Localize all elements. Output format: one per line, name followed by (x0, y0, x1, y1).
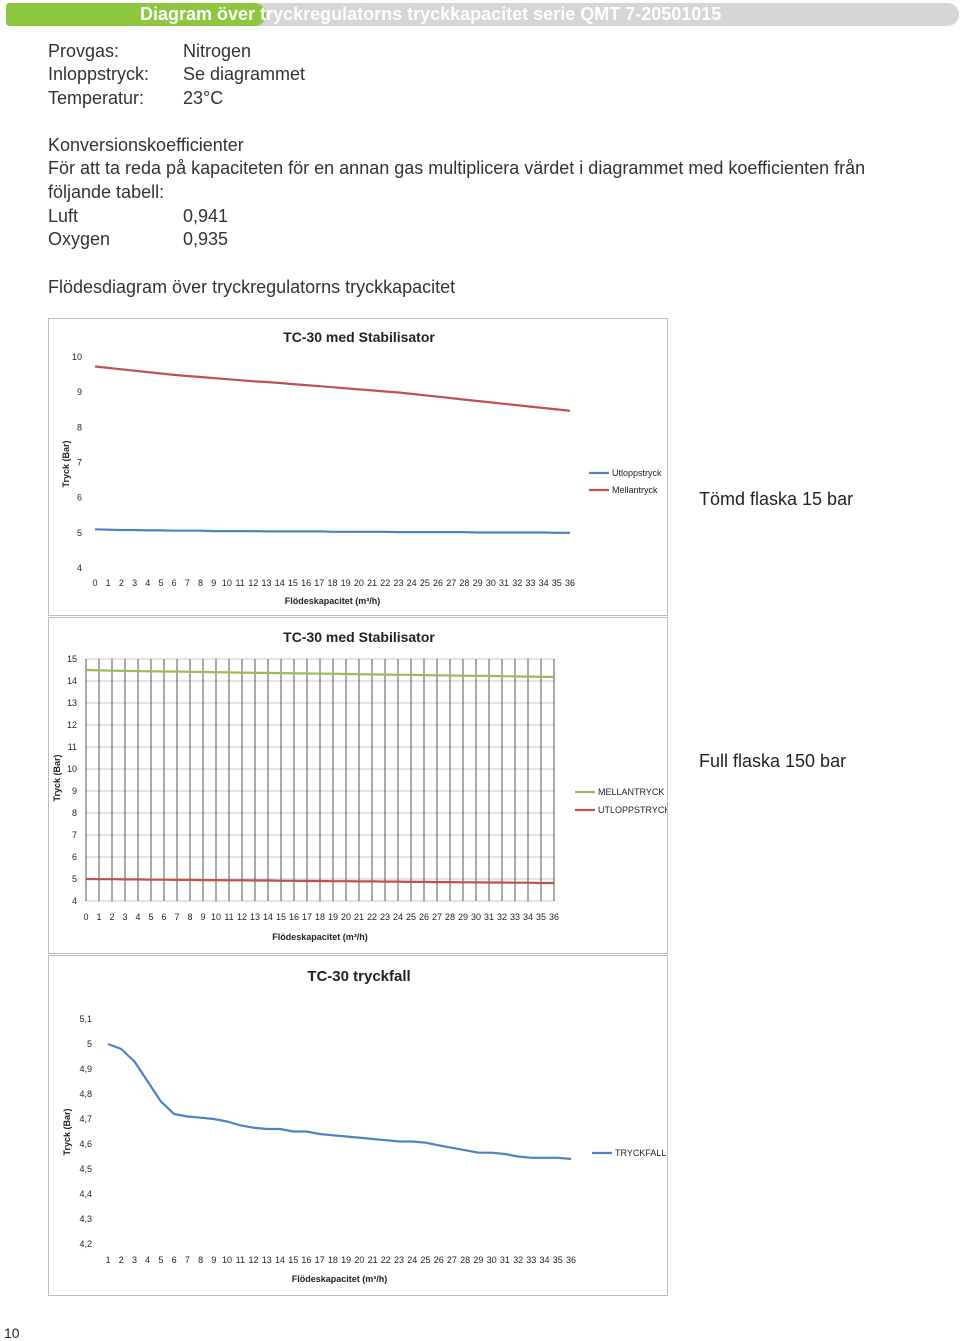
x-tick-label: 17 (314, 1255, 325, 1265)
x-tick-label: 2 (118, 578, 124, 588)
y-tick-label: 4,9 (79, 1064, 92, 1074)
x-tick-label: 15 (275, 912, 287, 922)
chart-title: TC-30 med Stabilisator (283, 629, 435, 645)
x-tick-label: 1 (105, 1255, 111, 1265)
x-tick-label: 30 (486, 1255, 497, 1265)
x-tick-label: 31 (483, 912, 495, 922)
conversion-gas-air: Luft (48, 206, 79, 226)
x-axis-title: Flödeskapacitet (m³/h) (291, 1274, 388, 1284)
legend-label: Mellantryck (612, 485, 658, 495)
y-tick-label: 5 (76, 527, 82, 538)
x-tick-label: 4 (145, 1255, 151, 1265)
x-tick-label: 7 (184, 578, 190, 588)
series-line-mellantryck (95, 367, 570, 411)
x-tick-label: 15 (288, 1255, 299, 1265)
x-tick-label: 17 (314, 578, 325, 588)
x-tick-label: 36 (564, 578, 576, 588)
chart-3 (49, 956, 667, 1295)
x-tick-label: 19 (340, 578, 351, 588)
chart-2 (49, 618, 667, 953)
x-tick-label: 20 (340, 912, 352, 922)
flow-diagram-heading: Flödesdiagram över tryckregulatorns tryckkapacitet (48, 277, 456, 297)
x-tick-label: 19 (341, 1255, 352, 1265)
x-tick-label: 0 (83, 912, 89, 922)
y-tick-label: 4,4 (79, 1189, 92, 1199)
x-tick-label: 26 (433, 1255, 444, 1265)
y-tick-label: 10 (66, 764, 77, 774)
x-tick-label: 23 (379, 912, 391, 922)
x-tick-label: 30 (485, 578, 496, 588)
x-tick-label: 4 (135, 912, 141, 922)
x-tick-label: 24 (406, 578, 417, 588)
x-axis-title: Flödeskapacitet (m³/h) (272, 932, 368, 942)
legend-label: MELLANTRYCK (598, 787, 665, 797)
x-tick-label: 2 (109, 912, 115, 922)
x-tick-label: 18 (327, 1255, 338, 1265)
x-tick-label: 8 (198, 1255, 204, 1265)
x-tick-label: 27 (446, 1255, 457, 1265)
x-tick-label: 29 (457, 912, 469, 922)
x-tick-label: 9 (211, 578, 217, 588)
x-tick-label: 6 (171, 578, 177, 588)
x-tick-label: 11 (235, 1255, 245, 1265)
x-tick-label: 33 (525, 578, 536, 588)
chart-panel-1 (48, 318, 668, 616)
x-tick-label: 28 (459, 578, 470, 588)
x-tick-label: 31 (499, 578, 510, 588)
x-tick-label: 26 (433, 578, 444, 588)
y-tick-label: 15 (66, 654, 77, 664)
y-tick-label: 4,6 (79, 1139, 92, 1149)
x-tick-label: 2 (118, 1255, 124, 1265)
x-tick-label: 18 (314, 912, 326, 922)
x-tick-label: 36 (565, 1255, 577, 1265)
chart-1 (49, 319, 667, 615)
x-tick-label: 19 (327, 912, 339, 922)
y-tick-label: 5,1 (79, 1014, 92, 1024)
chart-2-note: Full flaska 150 bar (699, 751, 847, 771)
y-tick-label: 8 (76, 422, 82, 433)
x-tick-label: 32 (512, 578, 523, 588)
condition-label-gas: Provgas: (48, 41, 120, 61)
y-tick-label: 10 (71, 352, 82, 362)
x-tick-label: 6 (161, 912, 167, 922)
x-tick-label: 3 (132, 578, 138, 588)
y-tick-label: 5 (71, 874, 77, 884)
y-tick-label: 14 (66, 676, 77, 686)
x-tick-label: 24 (392, 912, 404, 922)
condition-label-temp: Temperatur: (48, 88, 145, 108)
x-tick-label: 15 (287, 578, 298, 588)
y-tick-label: 4,3 (79, 1214, 92, 1224)
x-tick-label: 34 (538, 578, 549, 588)
x-tick-label: 8 (187, 912, 193, 922)
legend-label: UTLOPPSTRYCK (598, 805, 667, 815)
y-tick-label: 6 (76, 492, 82, 503)
chart-1-note: Tömd flaska 15 bar (699, 489, 854, 509)
x-tick-label: 27 (431, 912, 443, 922)
x-tick-label: 25 (419, 578, 430, 588)
conversion-factor-oxygen: 0,935 (183, 229, 229, 249)
legend-label: TRYCKFALL (615, 1148, 667, 1158)
x-tick-label: 17 (301, 912, 313, 922)
x-tick-label: 11 (235, 578, 245, 588)
y-tick-label: 7 (76, 457, 82, 468)
x-tick-label: 5 (158, 1255, 164, 1265)
x-tick-label: 27 (446, 578, 457, 588)
x-tick-label: 5 (148, 912, 154, 922)
x-tick-label: 12 (248, 1255, 259, 1265)
x-tick-label: 34 (539, 1255, 550, 1265)
x-tick-label: 29 (473, 1255, 484, 1265)
x-tick-label: 14 (274, 1255, 285, 1265)
x-tick-label: 33 (509, 912, 521, 922)
x-tick-label: 28 (460, 1255, 471, 1265)
x-tick-label: 22 (380, 1255, 391, 1265)
conversion-gas-oxygen: Oxygen (48, 229, 111, 249)
x-tick-label: 35 (535, 912, 547, 922)
x-tick-label: 34 (522, 912, 534, 922)
x-tick-label: 5 (158, 578, 164, 588)
x-tick-label: 11 (224, 912, 234, 922)
y-axis-title: Tryck (Bar) (61, 440, 71, 488)
x-tick-label: 16 (288, 912, 300, 922)
chart-panel-3 (48, 955, 668, 1296)
y-axis-title: Tryck (Bar) (52, 754, 62, 802)
x-tick-label: 28 (444, 912, 456, 922)
chart-panel-2 (48, 617, 668, 954)
x-tick-label: 13 (261, 578, 272, 588)
x-tick-label: 10 (221, 578, 232, 588)
y-tick-label: 4,2 (79, 1239, 92, 1249)
x-tick-label: 8 (198, 578, 204, 588)
y-tick-label: 13 (66, 698, 77, 708)
x-tick-label: 33 (526, 1255, 537, 1265)
y-tick-label: 5 (86, 1039, 92, 1049)
x-tick-label: 9 (211, 1255, 217, 1265)
x-tick-label: 1 (105, 578, 111, 588)
x-tick-label: 1 (96, 912, 102, 922)
x-tick-label: 20 (353, 578, 364, 588)
x-tick-label: 24 (407, 1255, 418, 1265)
x-tick-label: 3 (131, 1255, 137, 1265)
condition-value-temp: 23°C (183, 88, 224, 108)
x-tick-label: 21 (367, 1255, 378, 1265)
x-tick-label: 30 (470, 912, 482, 922)
y-tick-label: 4 (71, 896, 77, 906)
y-tick-label: 8 (71, 808, 77, 818)
x-tick-label: 16 (301, 1255, 312, 1265)
x-tick-label: 32 (496, 912, 508, 922)
x-tick-label: 21 (353, 912, 365, 922)
x-tick-label: 14 (262, 912, 274, 922)
conversion-factor-air: 0,941 (183, 206, 229, 226)
series-line-utloppstryck (95, 529, 570, 533)
x-tick-label: 35 (552, 1255, 563, 1265)
x-tick-label: 0 (92, 578, 98, 588)
page-number: 10 (4, 1325, 20, 1341)
condition-value-gas: Nitrogen (183, 41, 252, 61)
x-tick-label: 20 (354, 1255, 365, 1265)
legend-label: Utloppstryck (612, 468, 662, 478)
page-title: Diagram över tryckregulatorns tryckkapacitet serie QMT 7-20501015 (140, 4, 722, 24)
x-tick-label: 25 (420, 1255, 431, 1265)
x-tick-label: 4 (145, 578, 151, 588)
x-tick-label: 9 (200, 912, 206, 922)
conversion-text: För att ta reda på kapaciteten för en annan gas multiplicera värdet i diagrammet med koefficienten från följande tabell: (48, 158, 866, 202)
x-tick-label: 3 (122, 912, 128, 922)
y-tick-label: 9 (76, 387, 82, 398)
x-tick-label: 7 (184, 1255, 190, 1265)
x-tick-label: 36 (548, 912, 560, 922)
condition-label-inlet: Inloppstryck: (48, 64, 150, 84)
x-tick-label: 14 (274, 578, 285, 588)
x-tick-label: 18 (327, 578, 338, 588)
y-axis-title: Tryck (Bar) (62, 1108, 72, 1156)
x-tick-label: 26 (418, 912, 430, 922)
y-tick-label: 9 (71, 786, 77, 796)
x-tick-label: 13 (249, 912, 261, 922)
x-tick-label: 12 (248, 578, 259, 588)
x-tick-label: 13 (261, 1255, 272, 1265)
conversion-heading: Konversionskoefficienter (48, 135, 244, 155)
x-tick-label: 10 (222, 1255, 233, 1265)
x-tick-label: 22 (380, 578, 391, 588)
x-tick-label: 6 (171, 1255, 177, 1265)
y-tick-label: 4,7 (79, 1114, 92, 1124)
y-tick-label: 4,8 (79, 1089, 92, 1099)
x-tick-label: 23 (393, 578, 404, 588)
x-tick-label: 16 (301, 578, 312, 588)
x-tick-label: 12 (236, 912, 248, 922)
y-tick-label: 6 (71, 852, 77, 862)
x-tick-label: 29 (472, 578, 483, 588)
x-tick-label: 25 (405, 912, 417, 922)
x-tick-label: 23 (394, 1255, 405, 1265)
x-tick-label: 32 (513, 1255, 524, 1265)
x-tick-label: 22 (366, 912, 378, 922)
x-tick-label: 31 (499, 1255, 510, 1265)
y-tick-label: 4,5 (79, 1164, 92, 1174)
x-tick-label: 10 (210, 912, 222, 922)
y-tick-label: 4 (76, 563, 82, 573)
y-tick-label: 7 (71, 830, 77, 840)
y-tick-label: 12 (66, 720, 77, 730)
x-axis-title: Flödeskapacitet (m³/h) (284, 596, 381, 606)
chart-title: TC-30 tryckfall (307, 968, 411, 985)
series-line-tryckfall (108, 1044, 571, 1159)
x-tick-label: 7 (174, 912, 180, 922)
chart-title: TC-30 med Stabilisator (283, 329, 435, 345)
condition-value-inlet: Se diagrammet (183, 64, 306, 84)
x-tick-label: 35 (551, 578, 562, 588)
x-tick-label: 21 (367, 578, 378, 588)
y-tick-label: 11 (67, 742, 77, 752)
